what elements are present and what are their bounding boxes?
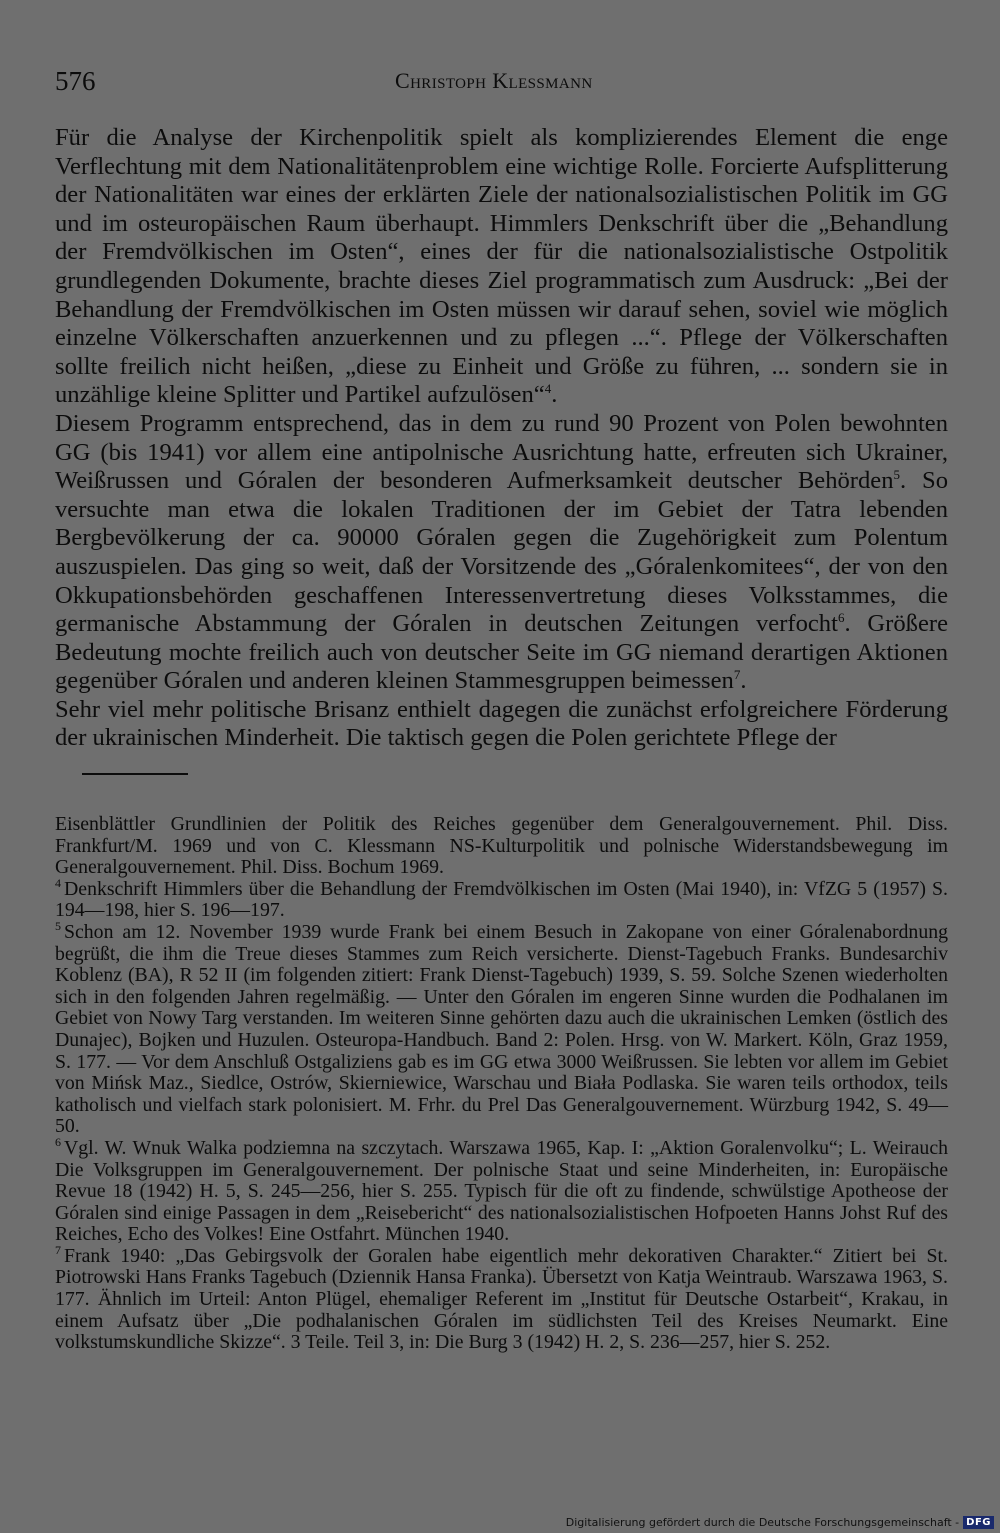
footnote-ref-5: 5 bbox=[893, 466, 900, 482]
footnote-4 bbox=[55, 876, 948, 922]
footnote-7-mark: 7 bbox=[55, 1243, 61, 1258]
paragraph-2-text-b: . So versuchte man etwa die lokalen Traditionen der im Gebiet der Tatra lebenden Bergbevölkerung der ca. 90000 Góralen gegen die Zugehörigkeit zum Polentum auszuspielen. Das ging so weit, daß der Vorsitzende des „Góralenkomitees“, der von den Okkupationsbehörden geschaffenen Interessenvertretung dieses Volksstammes, die germanische Abstammung der Góralen in deutschen Zeitungen verfocht bbox=[55, 467, 948, 638]
paragraph-1-end: . bbox=[551, 381, 558, 409]
footnote-ref-4: 4 bbox=[544, 381, 552, 397]
footnote-6 bbox=[55, 1135, 948, 1246]
running-head: Christoph Klessmann bbox=[395, 68, 593, 93]
paragraph-3: Sehr viel mehr politische Brisanz enthielt dagegen die zunächst erfolgreichere Förderung der ukrainischen Minderheit. Die taktisch gegen die Polen gerichtete Pflege der bbox=[55, 695, 948, 752]
footnote-5 bbox=[55, 919, 948, 1138]
page-number: 576 bbox=[55, 66, 96, 96]
footnotes bbox=[55, 814, 948, 1354]
footnote-separator bbox=[82, 773, 188, 775]
footnote-4-mark: 4 bbox=[55, 876, 61, 891]
footnote-5-mark: 5 bbox=[55, 919, 61, 934]
footnote-ref-7: 7 bbox=[733, 667, 741, 683]
footnote-5-text: Schon am 12. November 1939 wurde Frank bei einem Besuch in Zakopane von einer Góralenabordnung begrüßt, die ihm die Treue dieses Stammes zum Reich versicherte. Dienst-Tagebuch Franks. Bundesarchiv Koblenz (BA), R 52 II (im folgenden zitiert: Frank Dienst-Tagebuch) 1939, S. 59. Solche Szenen wiederholten sich in den folgenden Jahren regelmäßig. — Unter den Góralen im engeren Sinne wurden die Podhalanen im Gebiet von Nowy Targ verstanden. Im weiteren Sinne gehörten dazu auch die ukrainischen Lemken (östlich des Dunajec), Bojken und Huzulen. Osteuropa-Handbuch. Band 2: Polen. Hrsg. von W. Markert. Köln, Graz 1959, S. 177. — Vor dem Anschluß Ostgaliziens gab es im GG etwa 3000 Weißrussen. Sie lebten vor allem im Gebiet von Mińsk Maz., Siedlce, Ostrów, Skierniewice, Warschau und Biała Podlaska. Sie waren teils orthodox, teils katholisch und vielfach stark polonisiert. M. Frhr. du Prel Das Generalgouvernement. Würzburg 1942, S. 49—50. bbox=[55, 920, 948, 1138]
digitization-footer bbox=[566, 1516, 994, 1529]
paragraph-1-text: Für die Analyse der Kirchenpolitik spielt als komplizierendes Element die enge Verflechtung mit dem Nationalitätenproblem eine wichtige Rolle. Forcierte Aufsplitterung der Nationalitäten war eines der erklärten Ziele der nationalsozialistischen Politik im GG und im osteuropäischen Raum überhaupt. Himmlers Denkschrift über die „Behandlung der Fremdvölkischen im Osten“, eines der für die nationalsozialistische Ostpolitik grundlegenden Dokumente, brachte dieses Ziel programmatisch zum Ausdruck: „Bei der Behandlung der Fremdvölkischen im Osten müssen wir darauf sehen, soviel wie möglich einzelne Völkerschaften anzuerkennen und zu pflegen ...“. Pflege der Völkerschaften sollte freilich nicht heißen, „diese zu Einheit und Größe zu führen, ... sondern sie in unzählige kleine Splitter und Partikel aufzulösen“ bbox=[55, 124, 948, 409]
footnote-6-mark: 6 bbox=[55, 1135, 61, 1150]
paragraph-2-text-a: Diesem Programm entsprechend, das in dem zu rund 90 Prozent von Polen bewohnten GG (bis 1941) vor allem eine antipolnische Ausrichtung hatte, erfreuten sich Ukrainer, Weißrussen und Góralen der besonderen Aufmerksamkeit deutscher Behörden bbox=[55, 409, 948, 495]
paragraph-2 bbox=[55, 410, 948, 696]
paragraph-2-text-d: . bbox=[740, 667, 747, 695]
footnote-ref-6: 6 bbox=[837, 609, 845, 625]
main-text bbox=[55, 124, 948, 753]
footnote-6-text: Vgl. W. Wnuk Walka podziemna na szczytach. Warszawa 1965, Kap. I: „Aktion Goralenvolku“; L. Weirauch Die Volksgruppen im Generalgouvernement. Der polnische Staat und seine Minderheiten, in: Europäische Revue 18 (1942) H. 5, S. 245—256, hier S. 255. Typisch für die oft zu findende, schwülstige Apotheose der Góralen sind einige Passagen in dem „Reisebericht“ des nationalsozialistischen Hofpoeten Hanns Johst Ruf des Reiches, Echo des Volkes! Eine Ostfahrt. München 1940. bbox=[55, 1136, 948, 1246]
dfg-logo: DFG bbox=[963, 1516, 994, 1529]
footer-text: Digitalisierung gefördert durch die Deutsche Forschungsgemeinschaft - bbox=[565, 1516, 960, 1529]
paragraph-1 bbox=[55, 124, 948, 410]
footnote-7-text: Frank 1940: „Das Gebirgsvolk der Goralen habe eigentlich mehr dekorativen Charakter.“ Zitiert bei St. Piotrowski Hans Franks Tagebuch (Dziennik Hansa Franka). Übersetzt von Katja Weintraub. Warszawa 1963, S. 177. Ähnlich im Urteil: Anton Plügel, ehemaliger Referent im „Institut für Deutsche Ostarbeit“, Krakau, in einem Aufsatz über „Die podhalanischen Góralen im südlichsten Teil des Kreises Neumarkt. Eine volkstumskundliche Skizze“. 3 Teile. Teil 3, in: Die Burg 3 (1942) H. 2, S. 236—257, hier S. 252. bbox=[55, 1244, 948, 1354]
paragraph-2-text-c: . Größere Bedeutung mochte freilich auch von deutscher Seite im GG niemand derartigen Aktionen gegenüber Góralen und anderen kleinen Stammesgruppen beimessen bbox=[55, 610, 948, 695]
footnote-7 bbox=[55, 1243, 948, 1354]
footnote-4-text: Denkschrift Himmlers über die Behandlung der Fremdvölkischen im Osten (Mai 1940), in: VfZG 5 (1957) S. 194—198, hier S. 196—197. bbox=[55, 877, 948, 922]
page-header bbox=[55, 66, 948, 106]
footnote-continuation: Eisenblättler Grundlinien der Politik des Reiches gegenüber dem Generalgouvernement. Phil. Diss. Frankfurt/M. 1969 und von C. Klessmann NS-Kulturpolitik und polnische Widerstandsbewegung im Generalgouvernement. Phil. Diss. Bochum 1969. bbox=[55, 813, 948, 879]
